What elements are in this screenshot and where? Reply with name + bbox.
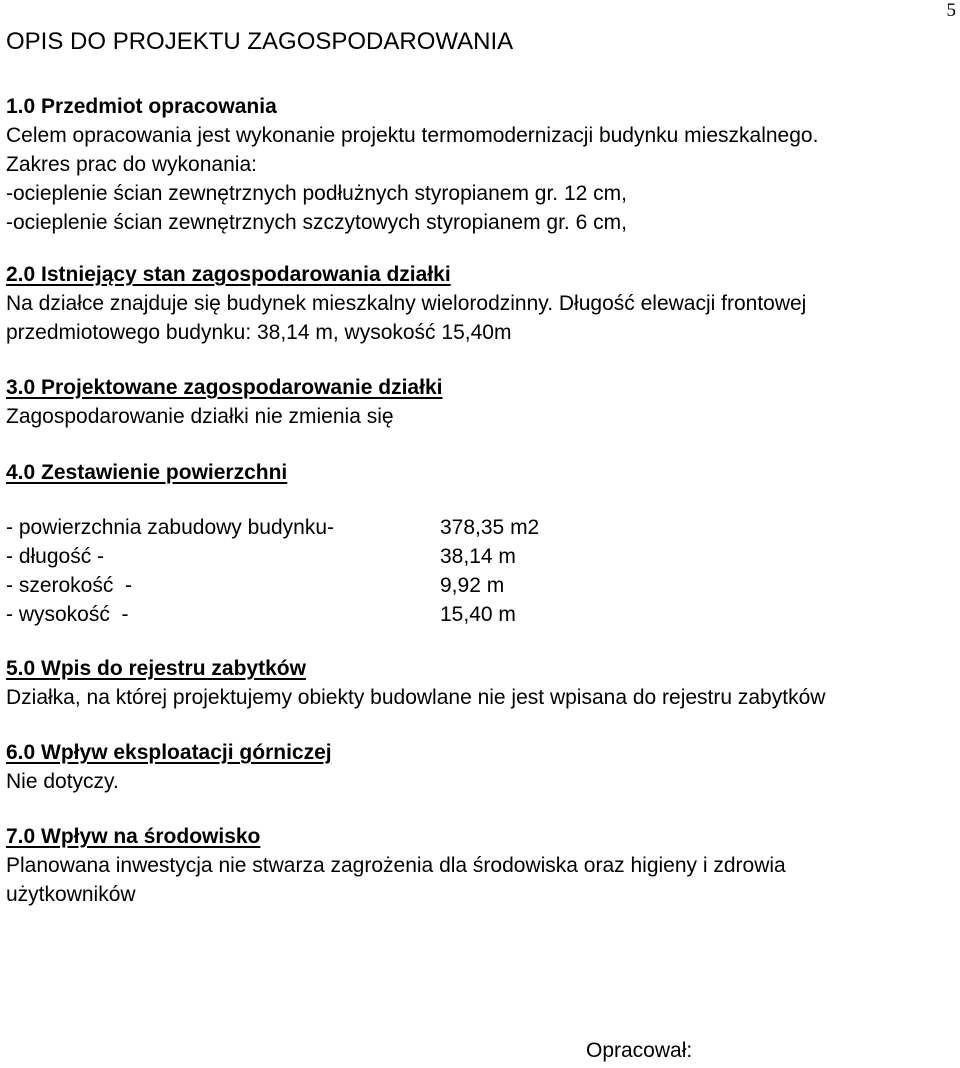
section-body <box>6 767 956 796</box>
paragraph-line: Celem opracowania jest wykonanie projektu termomodernizacji budynku mieszkalnego. <box>6 124 819 147</box>
paragraph-line: Nie dotyczy. <box>6 770 119 793</box>
row-value: 15,40 m <box>440 603 516 626</box>
paragraph-line: Działka, na której projektujemy obiekty budowlane nie jest wpisana do rejestru zabytków <box>6 686 826 709</box>
row-label: - wysokość - <box>6 603 129 626</box>
section-heading: 1.0 Przedmiot opracowania <box>6 95 277 118</box>
section-7-environmental-impact <box>6 822 956 909</box>
paragraph-line: przedmiotowego budynku: 38,14 m, wysokość 15,40m <box>6 321 512 344</box>
section-6-mining-impact <box>6 738 956 796</box>
section-heading: 5.0 Wpis do rejestru zabytków <box>6 657 306 680</box>
section-heading: 4.0 Zestawienie powierzchni <box>6 461 288 484</box>
paragraph-line: użytkowników <box>6 883 136 906</box>
section-heading: 6.0 Wpływ eksploatacji górniczej <box>6 741 332 764</box>
row-value: 38,14 m <box>440 545 516 568</box>
signature-label: Opracował: <box>586 1039 693 1062</box>
section-4-area-summary <box>6 458 956 487</box>
paragraph-line: Na działce znajduje się budynek mieszkalny wielorodzinny. Długość elewacji frontowej <box>6 292 807 315</box>
row-label: - powierzchnia zabudowy budynku- <box>6 516 335 539</box>
section-5-monument-register <box>6 654 956 712</box>
paragraph-line: Planowana inwestycja nie stwarza zagrożenia dla środowiska oraz higieny i zdrowia <box>6 854 786 877</box>
section-3-planned-development <box>6 373 956 431</box>
section-heading: 2.0 Istniejący stan zagospodarowania działki <box>6 263 451 286</box>
section-body <box>6 289 956 347</box>
document-title: OPIS DO PROJEKTU ZAGOSPODAROWANIA <box>6 28 514 55</box>
page-number: 5 <box>946 0 956 21</box>
section-body <box>6 851 956 909</box>
section-2-existing-state <box>6 260 956 347</box>
paragraph-line: Zakres prac do wykonania: <box>6 153 257 176</box>
section-heading: 3.0 Projektowane zagospodarowanie działki <box>6 376 443 399</box>
section-1-subject <box>6 92 956 237</box>
section-body <box>6 121 956 237</box>
paragraph-line: -ocieplenie ścian zewnętrznych podłużnych styropianem gr. 12 cm, <box>6 182 627 205</box>
paragraph-line: -ocieplenie ścian zewnętrznych szczytowych styropianem gr. 6 cm, <box>6 211 627 234</box>
row-value: 378,35 m2 <box>440 516 540 539</box>
row-label: - szerokość - <box>6 574 133 597</box>
section-body <box>6 402 956 431</box>
row-value: 9,92 m <box>440 574 505 597</box>
section-body <box>6 683 956 712</box>
paragraph-line: Zagospodarowanie działki nie zmienia się <box>6 405 394 428</box>
section-heading: 7.0 Wpływ na środowisko <box>6 825 261 848</box>
row-label: - długość - <box>6 545 105 568</box>
